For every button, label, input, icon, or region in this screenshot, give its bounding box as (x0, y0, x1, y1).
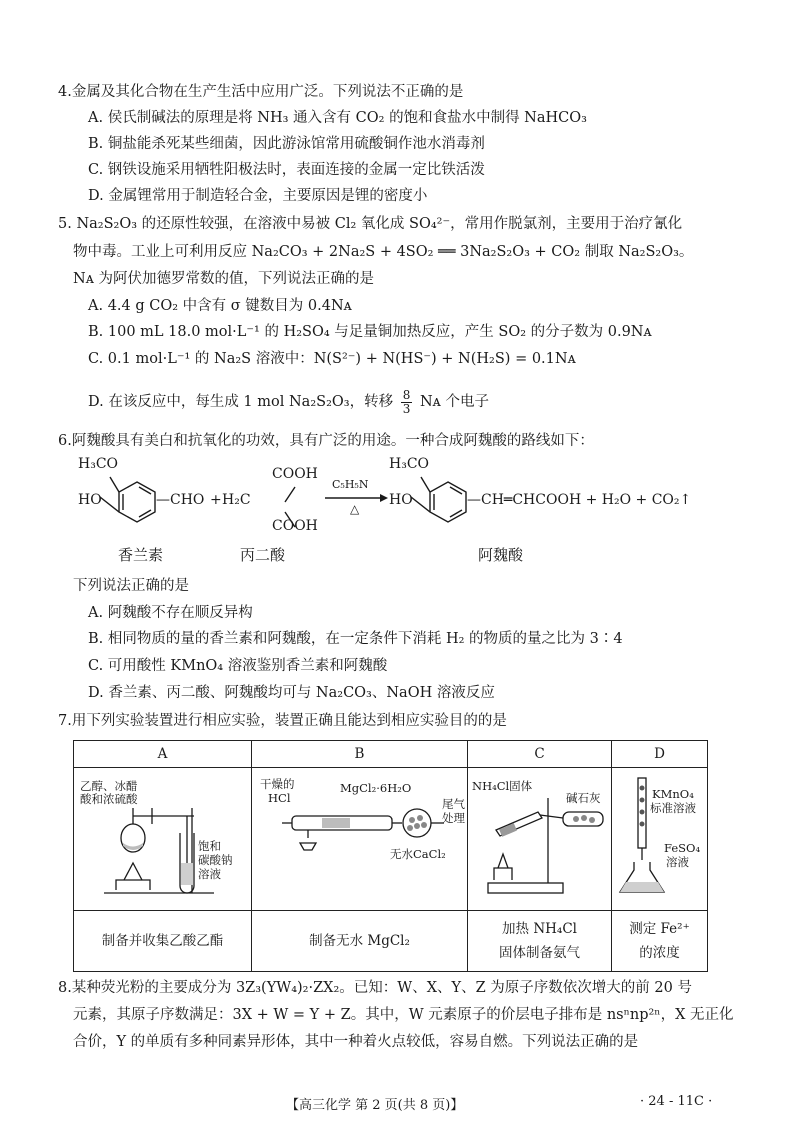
q5-option-a: A. 4.4 g CO₂ 中含有 σ 键数目为 0.4Nᴀ (88, 298, 352, 314)
apparatus-d-label-2: 标准溶液 (650, 801, 696, 815)
carboxyl-group-bottom: COOH (272, 518, 318, 534)
experiment-apparatus-row (74, 768, 708, 911)
q4-option-c: C. 钢铁设施采用牺牲阳极法时，表面连接的金属一定比铁活泼 (88, 162, 485, 178)
caption-d-line1: 测定 Fe²⁺ (629, 921, 690, 937)
q7-stem: 7.用下列实验装置进行相应实验，装置正确且能达到相应实验目的的是 (58, 713, 507, 729)
q5-option-d-prefix: D. 在该反应中，每生成 1 mol Na₂S₂O₃，转移 (88, 394, 394, 410)
caption-c-line2: 固体制备氨气 (499, 945, 580, 961)
q5-option-c: C. 0.1 mol·L⁻¹ 的 Na₂S 溶液中：N(S²⁻) + N(HS⁻) + N(H₂S) = 0.1Nᴀ (88, 351, 576, 367)
apparatus-d-cell (612, 768, 708, 911)
caption-c (468, 911, 612, 972)
q5-line1: 5. Na₂S₂O₃ 的还原性较强，在溶液中易被 Cl₂ 氧化成 SO₄²⁻，常用作脱氯剂，主要用于治疗氰化 (58, 216, 683, 232)
hydroxy-group-2: HO (389, 492, 413, 508)
apparatus-b-label-6: 无水CaCl₂ (390, 847, 446, 861)
apparatus-a-label-3: 饱和 (198, 839, 221, 853)
methylene-group: H₂C (222, 492, 251, 508)
reaction-arrow (325, 494, 388, 502)
apparatus-b-label-2: HCl (268, 791, 291, 805)
q6-option-a: A. 阿魏酸不存在顺反异构 (88, 605, 253, 621)
q6-option-d: D. 香兰素、丙二酸、阿魏酸均可与 Na₂CO₃、NaOH 溶液反应 (88, 685, 495, 701)
q5-line3: Nᴀ 为阿伏加德罗常数的值，下列说法正确的是 (73, 271, 374, 287)
apparatus-c-label-2: 碱石灰 (566, 791, 601, 805)
caption-c-line1: 加热 NH₄Cl (502, 921, 577, 937)
q5-line2: 物中毒。工业上可利用反应 Na₂CO₃ + 2Na₂S + 4SO₂ ══ 3Na₂S₂O₃ + CO₂ 制取 Na₂S₂O₃。 (73, 244, 694, 260)
heat-condition: △ (350, 502, 360, 516)
malonic-acid-name: 丙二酸 (240, 546, 286, 564)
q6-stem: 6.阿魏酸具有美白和抗氧化的功效，具有广泛的用途。一种合成阿魏酸的路线如下： (58, 433, 594, 449)
apparatus-a-label-2: 酸和浓硫酸 (80, 792, 138, 806)
vanillin-name: 香兰素 (118, 546, 164, 564)
apparatus-d-label-1: KMnO₄ (652, 787, 694, 801)
ferulic-acid-side-chain: —CH═CHCOOH + H₂O + CO₂↑ (467, 492, 692, 508)
apparatus-b-label-3: MgCl₂·6H₂O (340, 781, 412, 795)
experiment-caption-row (74, 911, 708, 972)
apparatus-c-label-1: NH₄Cl固体 (472, 779, 533, 793)
page-footer: 【高三化学 第 2 页(共 8 页)】 (286, 1098, 464, 1113)
apparatus-d-label-3: FeSO₄ (664, 841, 701, 855)
fraction-denominator: 3 (402, 401, 411, 416)
apparatus-b-label-1: 干燥的 (260, 777, 295, 791)
ferulic-acid-name: 阿魏酸 (478, 546, 524, 564)
q4-option-b: B. 铜盐能杀死某些细菌，因此游泳馆常用硫酸铜作池水消毒剂 (88, 136, 485, 152)
q8-line1: 8.某种荧光粉的主要成分为 3Z₃(YW₄)₂·ZX₂。已知：W、X、Y、Z 为原子序数依次增大的前 20 号 (58, 980, 692, 996)
q4-stem: 4.金属及其化合物在生产生活中应用广泛。下列说法不正确的是 (58, 84, 464, 100)
methoxy-group-1: H₃CO (78, 456, 119, 472)
experiment-table-header (74, 741, 708, 768)
apparatus-b-label-5: 处理 (442, 811, 465, 825)
q8-line3: 合价，Y 的单质有多种同素异形体，其中一种着火点较低，容易自燃。下列说法正确的是 (73, 1034, 639, 1050)
paper-code: · 24 - 11C · (640, 1094, 713, 1109)
apparatus-b-cell (252, 768, 468, 911)
q6-option-b: B. 相同物质的量的香兰素和阿魏酸，在一定条件下消耗 H₂ 的物质的量之比为 3∶4 (88, 631, 623, 647)
q6-option-c: C. 可用酸性 KMnO₄ 溶液鉴别香兰素和阿魏酸 (88, 658, 388, 674)
plus-sign: + (210, 492, 222, 508)
reaction-scheme (60, 452, 760, 582)
caption-d (612, 911, 708, 972)
header-a: A (74, 741, 252, 768)
ferulic-acid-benzene-ring (411, 477, 466, 522)
q8-line2: 元素，其原子序数满足：3X + W = Y + Z。其中，W 元素原子的价层电子排布是 nsⁿnp²ⁿ，X 无正化 (73, 1007, 734, 1023)
caption-d-line2: 的浓度 (639, 945, 680, 961)
q5-option-d-suffix: Nᴀ 个电子 (419, 394, 489, 410)
caption-a: 制备并收集乙酸乙酯 (74, 911, 252, 972)
apparatus-a-label-1: 乙醇、冰醋 (80, 779, 138, 793)
header-b: B (252, 741, 468, 768)
hydroxy-group-1: HO (78, 492, 102, 508)
header-d: D (612, 741, 708, 768)
apparatus-a-label-5: 溶液 (198, 867, 221, 881)
vanillin-benzene-ring (100, 477, 155, 522)
aldehyde-group: —CHO (156, 492, 205, 508)
q5-option-b: B. 100 mL 18.0 mol·L⁻¹ 的 H₂SO₄ 与足量铜加热反应，产生 SO₂ 的分子数为 0.9Nᴀ (88, 324, 652, 340)
fraction-numerator: 8 (402, 387, 411, 402)
q4-option-d: D. 金属锂常用于制造轻合金，主要原因是锂的密度小 (88, 188, 428, 204)
q4-option-a: A. 侯氏制碱法的原理是将 NH₃ 通入含有 CO₂ 的饱和食盐水中制得 NaHCO₃ (88, 110, 587, 126)
apparatus-a-cell (74, 768, 252, 911)
apparatus-b-label-4: 尾气 (442, 797, 465, 811)
q6-sub-stem: 下列说法正确的是 (73, 578, 189, 594)
reagent-pyridine: C₅H₅N (332, 478, 369, 491)
q5-fraction (401, 389, 413, 416)
apparatus-a-label-4: 碳酸钠 (198, 853, 233, 867)
experiment-table (73, 740, 708, 972)
carboxyl-group-top: COOH (272, 466, 318, 482)
apparatus-c-cell (468, 768, 612, 911)
apparatus-d-label-4: 溶液 (666, 855, 689, 869)
q5-option-d (88, 386, 489, 418)
header-c: C (468, 741, 612, 768)
methoxy-group-2: H₃CO (389, 456, 430, 472)
caption-b: 制备无水 MgCl₂ (252, 911, 468, 972)
